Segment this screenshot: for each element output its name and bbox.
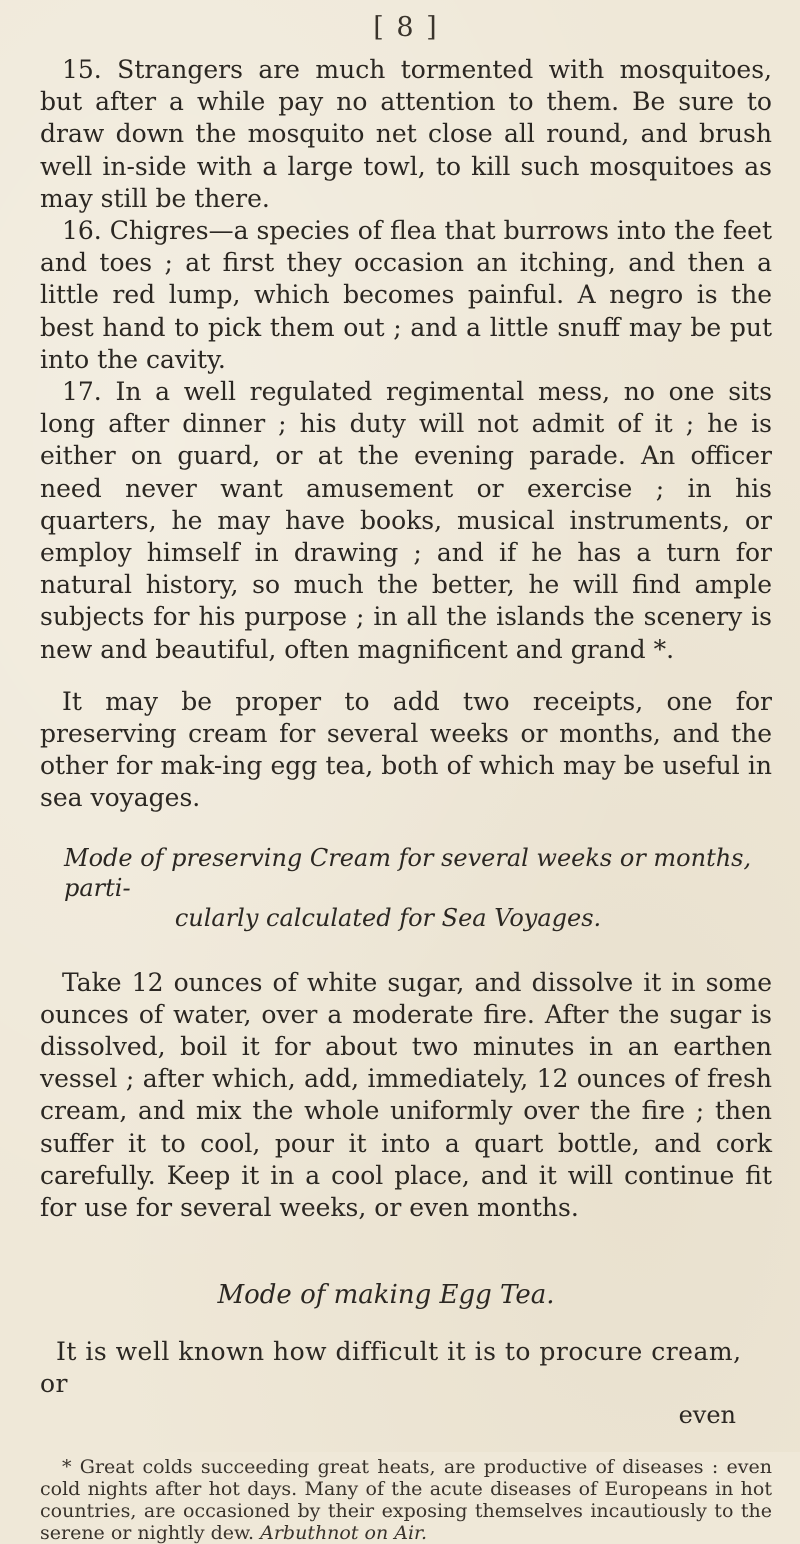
egg-tea-body: It is well known how difficult it is to procure cream, or — [40, 1337, 742, 1399]
footnote-text: * Great colds succeeding great heats, are productive of diseases : even cold nights after hot days. Many of the acute diseases of Europeans in hot countries, are occasioned by their exposing themselves incautiously to the serene or nightly dew. — [40, 1456, 772, 1544]
egg-tea-heading: Mode of making Egg Tea. — [217, 1280, 555, 1311]
footnote-reference: Arbuthnot on Air. — [260, 1522, 428, 1544]
catchword: even — [678, 1401, 736, 1430]
page-number: [ 8 ] — [373, 12, 439, 43]
paragraph-16-chigres: 16. Chigres—a species of flea that burrows into the feet and toes ; at first they occasion an itching, and then a little red lump, which becomes painful. A negro is the best hand to pick them out ; and a little snuff may be put into the cavity. — [40, 216, 772, 374]
cream-recipe-body: Take 12 ounces of white sugar, and dissolve it in some ounces of water, over a moderate fire. After the sugar is dissolved, boil it for about two minutes in an earthen vessel ; after which, add, immediately, 12 ounces of fresh cream, and mix the whole uniformly over the fire ; then suffer it to cool, pour it into a quart bottle, and cork carefully. Keep it in a cool place, and it will continue fit for use for several weeks, or even months. — [40, 967, 772, 1223]
paragraph-17-regimental-mess: 17. In a well regulated regimental mess, no one sits long after dinner ; his duty will not admit of it ; he is either on guard, or at the evening parade. An officer need never want amusement or exercise ; in his quarters, he may have books, musical instruments, or employ himself in drawing ; and if he has a turn for natural history, so much the better, he will find ample subjects for his purpose ; in all the islands the scenery is new and beautiful, often magnificent and grand *. — [40, 377, 772, 664]
paragraph-receipts-intro: It may be proper to add two receipts, one for preserving cream for several weeks or months, and the other for mak-ing egg tea, both of which may be useful in sea voyages. — [40, 686, 772, 813]
footnote — [40, 1456, 772, 1544]
cream-recipe-heading — [40, 843, 772, 933]
cream-heading-line-1: Mode of preserving Cream for several weeks or months, parti- — [64, 843, 752, 902]
paragraph-15-mosquitoes: 15. Strangers are much tormented with mosquitoes, but after a while pay no attention to them. Be sure to draw down the mosquito net close all round, and brush well in-side with a large towl, to kill such mosquitoes as may still be there. — [40, 55, 772, 213]
cream-heading-line-2: cularly calculated for Sea Voyages. — [174, 903, 602, 932]
